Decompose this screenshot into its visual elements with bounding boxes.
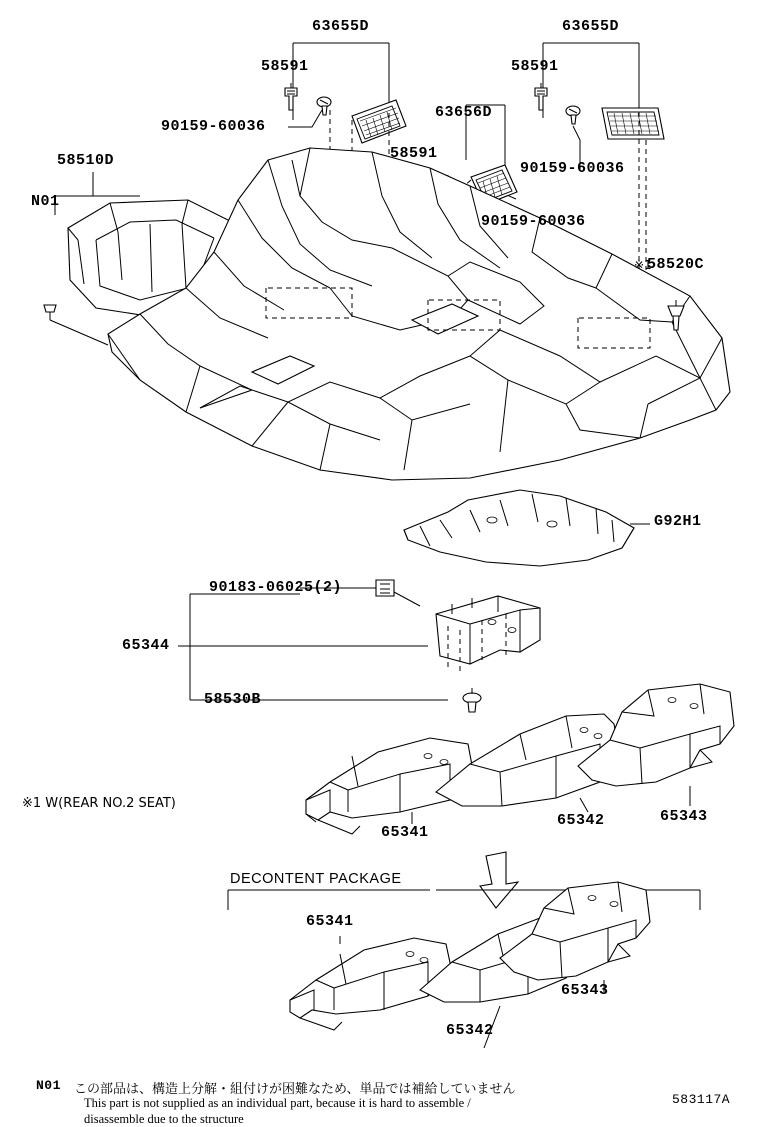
- label-65342-top: 65342: [557, 812, 605, 829]
- note-key: N01: [36, 1078, 61, 1093]
- label-58530b: 58530B: [204, 691, 262, 708]
- mark-note: ※1 W(REAR NO.2 SEAT): [22, 796, 176, 811]
- silencer-row-bottom: [290, 882, 650, 1030]
- label-58591-left: 58591: [261, 58, 309, 75]
- label-58591-right: 58591: [511, 58, 559, 75]
- label-n01-top: N01: [31, 193, 60, 210]
- label-58510d: 58510D: [57, 152, 115, 169]
- label-90159-60036-right: 90159-60036: [520, 160, 625, 177]
- label-65343-top: 65343: [660, 808, 708, 825]
- main-carpet: [108, 148, 730, 480]
- footer-code: 583117A: [672, 1092, 731, 1107]
- label-63655d-right: 63655D: [562, 18, 620, 35]
- label-65342-bottom: 65342: [446, 1022, 494, 1039]
- mark-asterisk-1: ※1: [634, 258, 652, 272]
- note-english-line2: disassemble due to the structure: [84, 1112, 244, 1126]
- label-90159-60036-mid: 90159-60036: [481, 213, 586, 230]
- decontent-arrow: [480, 852, 518, 908]
- label-90159-60036-left: 90159-60036: [161, 118, 266, 135]
- label-65341-top: 65341: [381, 824, 429, 841]
- label-63655d-left: 63655D: [312, 18, 370, 35]
- label-90183-06025: 90183-06025(2): [209, 579, 343, 596]
- label-58591-mid: 58591: [390, 145, 438, 162]
- label-63656d: 63656D: [435, 104, 493, 121]
- g92h1-part: [404, 490, 650, 566]
- label-65341-bottom: 65341: [306, 913, 354, 930]
- label-65344: 65344: [122, 637, 170, 654]
- note-japanese: この部品は、構造上分解・組付けが困難なため、単品では補給していません: [74, 1082, 516, 1097]
- note-english-line1: This part is not supplied as an individual part, because it is hard to assemble /: [84, 1096, 471, 1110]
- label-58520c: 58520C: [647, 256, 705, 273]
- label-g92h1: G92H1: [654, 513, 702, 530]
- decontent-package-title: DECONTENT PACKAGE: [230, 871, 402, 887]
- label-65343-bottom: 65343: [561, 982, 609, 999]
